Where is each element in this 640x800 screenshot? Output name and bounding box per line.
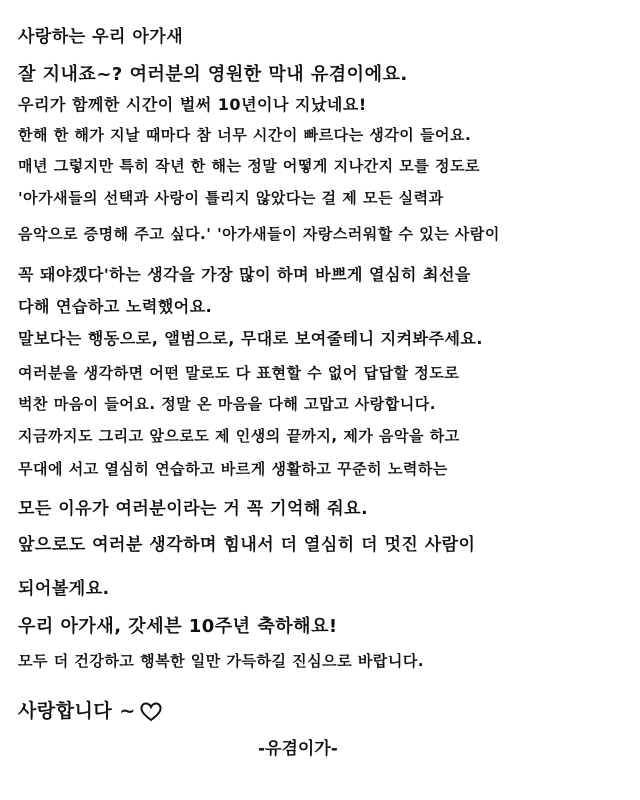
letter-line-16: 되어볼게요. <box>18 579 110 599</box>
letter-line-18: 모두 더 건강하고 행복한 일만 가득하길 진심으로 바랍니다. <box>18 652 425 670</box>
letter-line-11: 벅찬 마음이 들어요. 정말 온 마음을 다해 고맙고 사랑합니다. <box>18 395 436 413</box>
heart-icon <box>140 702 162 722</box>
letter-line-17: 우리 아가새, 갓세븐 10주년 축하해요! <box>18 616 338 637</box>
letter-line-3: 한해 한 해가 지날 때마다 참 너무 시간이 빠르다는 생각이 들어요. <box>18 126 472 144</box>
letter-line-13: 무대에 서고 열심히 연습하고 바르게 생활하고 꾸준히 노력하는 <box>18 460 448 478</box>
letter-line-15: 앞으로도 여러분 생각하며 힘내서 더 열심히 더 멋진 사람이 <box>18 535 476 555</box>
letter-signature: -유겸이가- <box>258 739 338 759</box>
letter-closing-text: 사랑합니다 ~ <box>18 700 136 722</box>
letter-line-10: 여러분을 생각하면 어떤 말로도 다 표현할 수 없어 답답할 정도로 <box>18 364 460 382</box>
letter-line-9: 말보다는 행동으로, 앨범으로, 무대로 보여줄테니 지켜봐주세요. <box>18 329 483 348</box>
letter-line-12: 지금까지도 그리고 앞으로도 제 인생의 끝까지, 제가 음악을 하고 <box>18 427 460 445</box>
letter-greeting: 사랑하는 우리 아가새 <box>18 27 184 47</box>
letter-line-6: 음악으로 증명해 주고 싶다.' '아가새들이 자랑스러워할 수 있는 사람이 <box>18 225 500 243</box>
letter-line-4: 매년 그렇지만 특히 작년 한 해는 정말 어떻게 지나간지 모를 정도로 <box>18 157 480 175</box>
letter-closing <box>18 696 162 723</box>
letter-line-2: 우리가 함께한 시간이 벌써 10년이나 지났네요! <box>18 95 367 114</box>
letter-line-8: 다해 연습하고 노력했어요. <box>18 297 213 316</box>
letter-line-7: 꼭 돼야겠다'하는 생각을 가장 많이 하며 바쁘게 열심히 최선을 <box>18 265 471 284</box>
letter-line-5: '아가새들의 선택과 사랑이 틀리지 않았다는 걸 제 모든 실력과 <box>18 189 444 207</box>
letter-line-1: 잘 지내죠~? 여러분의 영원한 막내 유겸이에요. <box>18 64 408 85</box>
letter-line-14: 모든 이유가 여러분이라는 거 꼭 기억해 줘요. <box>18 499 369 519</box>
